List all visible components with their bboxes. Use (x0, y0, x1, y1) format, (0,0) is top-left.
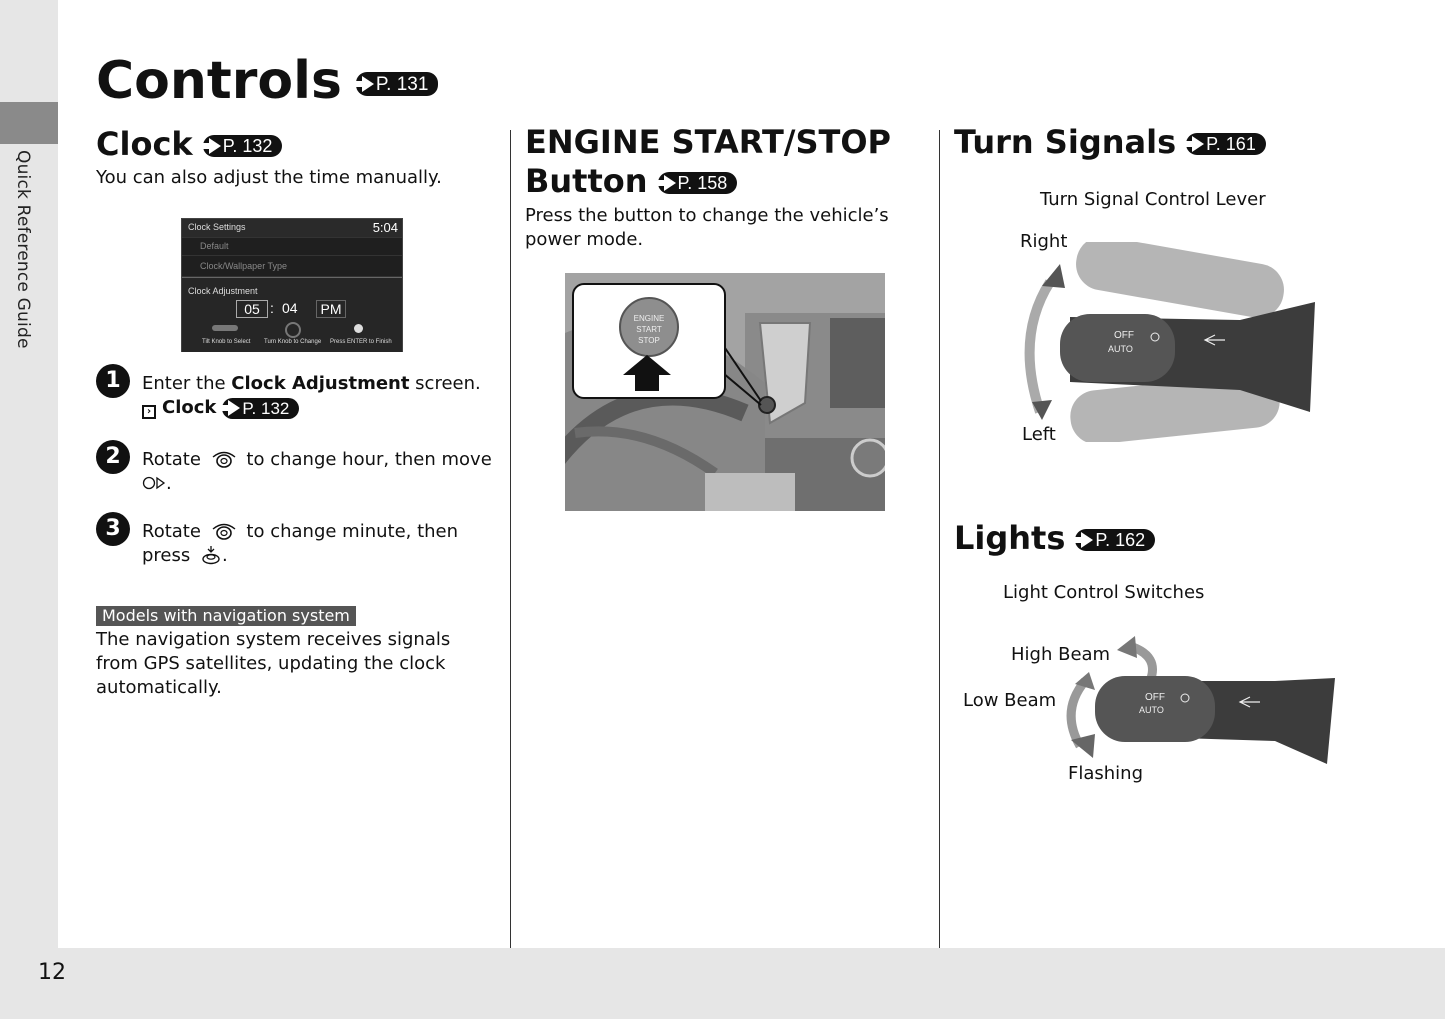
screen-menu-default-label: Default (200, 241, 229, 251)
side-tab (0, 102, 58, 144)
arrow-icon (664, 175, 676, 191)
turn-signals-title-text: Turn Signals (954, 123, 1177, 161)
step-1-number: 1 (96, 364, 130, 398)
hint-tilt: Tilt Knob to Select (202, 339, 251, 345)
arrow-icon (228, 400, 240, 416)
step-1-link[interactable] (142, 396, 299, 420)
screen-ampm: PM (316, 300, 346, 318)
light-auto-text: AUTO (1139, 705, 1164, 715)
engine-button-line2: START (636, 325, 662, 334)
engine-start-button (619, 297, 679, 357)
step-2-text (142, 448, 492, 472)
rotate-knob-icon (211, 522, 237, 540)
step-3-number: 3 (96, 512, 130, 546)
step-1-link-label: Clock (162, 397, 217, 418)
turn-signals-ref[interactable] (1186, 133, 1266, 155)
nav-models-badge: Models with navigation system (96, 606, 356, 626)
hint-turn: Turn Knob to Change (264, 339, 322, 345)
arrow-icon (362, 76, 374, 92)
engine-button-line1: ENGINE (633, 314, 665, 323)
link-arrow-icon: › (142, 405, 156, 419)
arrow-icon (1192, 136, 1204, 152)
screen-adjust-label: Clock Adjustment (188, 286, 258, 296)
arrow-icon (1081, 532, 1093, 548)
step-1-link-ref[interactable] (222, 398, 299, 419)
turn-right-label: Right (1020, 231, 1068, 252)
hint-enter: Press ENTER to Finish (330, 339, 392, 345)
clock-ref-label: P. 132 (222, 136, 273, 156)
light-off-text: OFF (1145, 692, 1165, 703)
step-3-text-d: . (222, 545, 228, 566)
lever-auto-text: AUTO (1108, 344, 1133, 354)
tilt-knob-icon (212, 325, 238, 331)
page-title-text: Controls (96, 51, 342, 111)
light-switch-illustration (1055, 636, 1345, 766)
engine-text: Press the button to change the vehicle’s power mode. (525, 205, 889, 250)
screen-menu-default (182, 237, 402, 256)
screen-header: Clock Settings (188, 222, 246, 232)
clock-title (96, 124, 282, 164)
press-knob-icon (200, 545, 222, 565)
engine-title-line1: ENGINE START/STOP (525, 123, 891, 161)
step-1-text-bold: Clock Adjustment (231, 373, 410, 394)
tilt-right-icon (142, 475, 166, 491)
button-callout (572, 283, 726, 399)
turn-signals-caption: Turn Signal Control Lever (1040, 189, 1266, 210)
step-1-link-ref-label: P. 132 (242, 398, 290, 418)
step-3-text-b: to change minute, then (246, 521, 459, 542)
engine-title-line2-text: Button (525, 162, 648, 200)
page-number: 12 (38, 960, 66, 985)
clock-ref[interactable] (203, 135, 283, 157)
clock-title-text: Clock (96, 125, 193, 163)
step-1-text (142, 372, 481, 396)
turn-signals-title (954, 122, 1266, 162)
enter-button-icon (354, 324, 363, 333)
step-2-text-b: to change hour, then move (246, 449, 492, 470)
lever-off-text: OFF (1114, 330, 1134, 341)
screen-separator: : (270, 300, 274, 316)
engine-ref[interactable] (658, 172, 738, 194)
step-2-number: 2 (96, 440, 130, 474)
column-divider-2 (939, 130, 940, 948)
lights-title (954, 518, 1155, 558)
lights-ref-label: P. 162 (1095, 530, 1146, 550)
lights-caption: Light Control Switches (1003, 582, 1205, 603)
step-3-text (142, 520, 458, 544)
engine-ref-label: P. 158 (677, 173, 728, 193)
step-2-line2 (142, 472, 172, 496)
sidebar-label: Quick Reference Guide (13, 150, 33, 349)
high-beam-label: High Beam (1011, 644, 1111, 665)
step-3-text-c: press (142, 545, 191, 566)
bottom-bar (0, 948, 1445, 1019)
engine-button-label (621, 313, 677, 346)
lights-ref[interactable] (1075, 529, 1155, 551)
engine-button-line3: STOP (638, 336, 660, 345)
clock-intro: You can also adjust the time manually. (96, 167, 442, 188)
step-2-text-a: Rotate (142, 449, 201, 470)
page-title-ref-label: P. 131 (375, 73, 429, 95)
step-3-line2 (142, 544, 228, 568)
turn-left-label: Left (1022, 424, 1056, 445)
column-divider-1 (510, 130, 511, 948)
flashing-label: Flashing (1068, 763, 1144, 784)
rotate-knob-icon (211, 450, 237, 468)
screen-time: 5:04 (372, 220, 398, 235)
page-title-ref[interactable] (356, 72, 438, 96)
step-1-text-b: screen. (409, 373, 481, 394)
screen-menu-wallpaper-label: Clock/Wallpaper Type (200, 261, 288, 271)
arrow-icon (209, 138, 221, 154)
screen-minute: 04 (282, 300, 298, 316)
page-title (96, 50, 438, 112)
lights-title-text: Lights (954, 519, 1066, 557)
screen-menu-wallpaper (182, 256, 402, 277)
turn-signals-ref-label: P. 161 (1206, 134, 1256, 154)
clock-settings-screen (181, 218, 403, 352)
turn-signal-lever-illustration (1010, 242, 1330, 442)
screen-header-row (182, 219, 402, 238)
screen-adjust-panel (182, 277, 402, 352)
turn-knob-icon (285, 322, 301, 338)
low-beam-label: Low Beam (963, 690, 1057, 711)
step-2-text-c: . (166, 473, 172, 494)
press-arrow-icon (617, 355, 677, 391)
step-1-text-a: Enter the (142, 373, 232, 394)
dashboard-photo (565, 273, 885, 511)
screen-hour: 05 (236, 300, 268, 318)
step-3-text-a: Rotate (142, 521, 201, 542)
engine-title-line2 (525, 161, 737, 201)
nav-text: The navigation system receives signals from GPS satellites, updating the clock automatically. (96, 629, 451, 698)
